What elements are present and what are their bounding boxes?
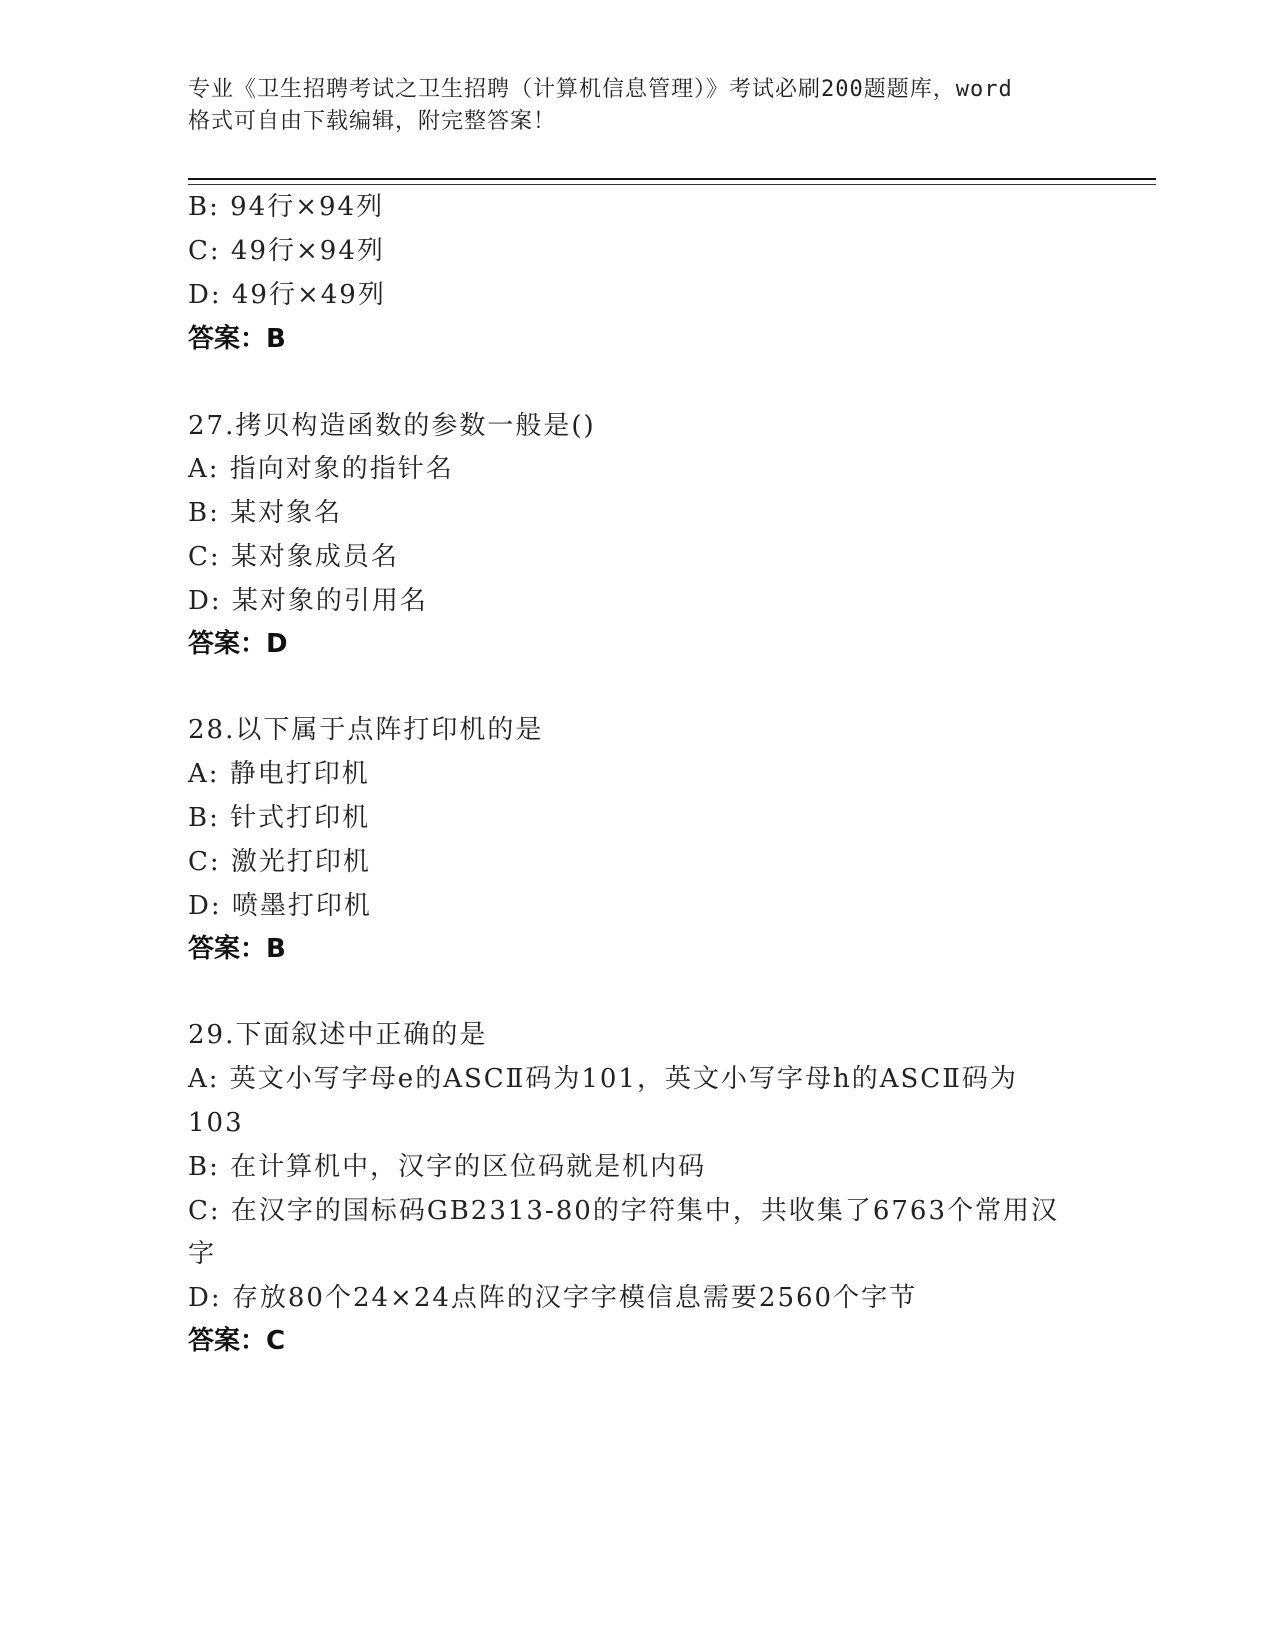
- header-line-1: 专业《卫生招聘考试之卫生招聘（计算机信息管理）》考试必刷200题题库，word: [188, 77, 1013, 102]
- header-divider: [188, 178, 1156, 180]
- option-line: D: 某对象的引用名: [188, 586, 428, 616]
- option-line: D: 存放80个24×24点阵的汉字字模信息需要2560个字节: [188, 1283, 918, 1313]
- option-line-continued: 103: [188, 1108, 244, 1138]
- option-line: A: 英文小写字母e的ASCⅡ码为101，英文小写字母h的ASCⅡ码为: [188, 1064, 1018, 1094]
- option-line: C: 激光打印机: [188, 847, 371, 877]
- option-line: D: 49行×49列: [188, 280, 386, 310]
- question-stem: 28.以下属于点阵打印机的是: [188, 715, 544, 745]
- question-stem: 29.下面叙述中正确的是: [188, 1020, 488, 1050]
- question-stem: 27.拷贝构造函数的参数一般是(): [188, 411, 596, 441]
- option-line: B: 某对象名: [188, 498, 343, 528]
- option-line: C: 在汉字的国标码GB2313-80的字符集中，共收集了6763个常用汉: [188, 1196, 1059, 1226]
- option-line: B: 在计算机中，汉字的区位码就是机内码: [188, 1152, 707, 1182]
- header-line-2: 格式可自由下载编辑，附完整答案！: [188, 109, 557, 134]
- option-line: C: 49行×94列: [188, 236, 385, 266]
- option-line: B: 针式打印机: [188, 803, 371, 833]
- header-divider-thin: [188, 184, 1156, 185]
- document-header: [188, 74, 1088, 138]
- answer-line: 答案：B: [188, 324, 286, 354]
- option-line: A: 静电打印机: [188, 759, 370, 789]
- option-line-continued: 字: [188, 1239, 217, 1269]
- option-line: A: 指向对象的指针名: [188, 454, 454, 484]
- option-line: B: 94行×94列: [188, 192, 385, 222]
- answer-line: 答案：D: [188, 629, 288, 659]
- option-line: D: 喷墨打印机: [188, 891, 372, 921]
- answer-line: 答案：C: [188, 1326, 286, 1356]
- answer-line: 答案：B: [188, 934, 286, 964]
- option-line: C: 某对象成员名: [188, 542, 399, 572]
